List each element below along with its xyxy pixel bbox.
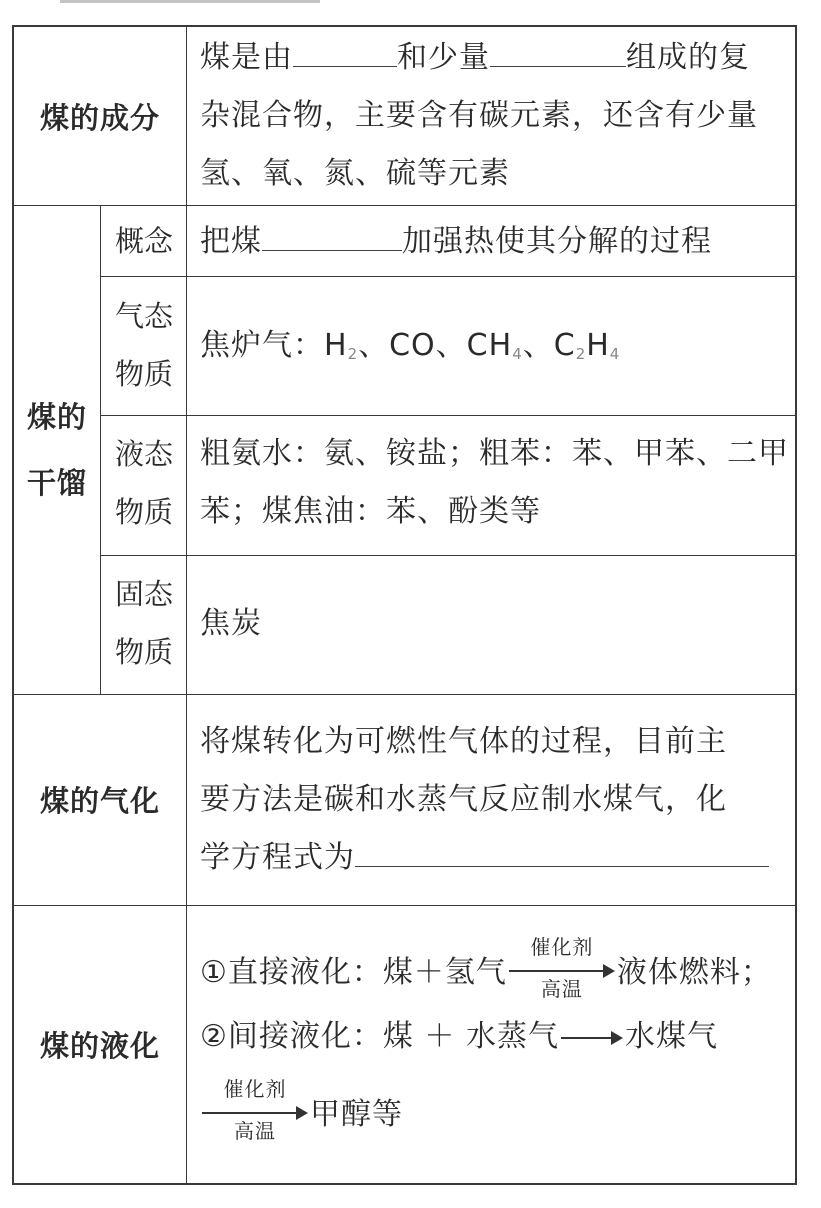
- label-liquid-line2: 物质: [114, 495, 173, 529]
- blank-main-component[interactable]: [293, 32, 397, 67]
- liquid-content: [188, 425, 795, 545]
- direct-liquefaction-prefix: ①直接液化：煤＋氢气: [200, 955, 507, 990]
- header-liquefaction: 煤的液化: [39, 1028, 160, 1063]
- header-gasification: 煤的气化: [39, 784, 160, 818]
- gasification-content: [188, 713, 795, 893]
- concept-text-after: 加强热使其分解的过程: [402, 224, 712, 259]
- arrow-shaft: [202, 1112, 300, 1114]
- gas-formula-sub: 2: [575, 345, 587, 363]
- composition-text-2: 和少量: [397, 40, 490, 75]
- arrow-condition-bottom: 高温: [234, 1119, 276, 1143]
- label-liquid: [102, 425, 186, 545]
- plain-arrow: [559, 1023, 625, 1053]
- liquid-line1: 粗氨水：氨、铵盐；粗苯：苯、甲苯、二甲: [200, 436, 789, 471]
- blank-equation[interactable]: [355, 832, 769, 867]
- arrow-shaft: [561, 1037, 615, 1039]
- column-divider: [186, 27, 187, 1183]
- arrow-head-icon: [603, 964, 615, 978]
- row-divider: [100, 415, 795, 416]
- gas-content: [188, 317, 795, 377]
- header-dry-distillation: [14, 205, 100, 694]
- arrow-condition-bottom: 高温: [540, 977, 583, 1001]
- gas-formula-sub: 4: [512, 345, 523, 363]
- arrow-condition-top: 催化剂: [223, 1077, 287, 1101]
- composition-text-5: 氢、氧、氮、硫等元素: [200, 156, 510, 191]
- gas-formula-sub: 4: [609, 345, 621, 363]
- composition-text-3: 组成的复: [626, 40, 750, 75]
- composition-content: [188, 29, 795, 205]
- reaction-arrow: [200, 1077, 310, 1143]
- label-gaseous: [102, 287, 186, 407]
- label-solid-line1: 固态: [114, 577, 173, 611]
- blank-condition[interactable]: [262, 216, 402, 251]
- gas-formula-text: 、CO、CH: [358, 328, 513, 363]
- label-gaseous-line2: 物质: [114, 357, 173, 391]
- reaction-arrow: [507, 935, 617, 1001]
- gasification-line3: 学方程式为: [200, 840, 355, 875]
- gas-formula-sub: 2: [347, 345, 359, 363]
- gasification-line1: 将煤转化为可燃性气体的过程，目前主: [200, 724, 727, 759]
- coal-utilization-table: [12, 25, 797, 1185]
- label-gaseous-line1: 气态: [114, 299, 173, 333]
- indirect-liquefaction-prefix: ②间接液化：煤 ＋ 水蒸气: [200, 1019, 559, 1054]
- final-product: 甲醇等: [310, 1097, 403, 1132]
- concept-content: [188, 207, 795, 276]
- gas-formula-text: H: [586, 328, 610, 363]
- solid-content: 焦炭: [200, 606, 262, 641]
- concept-text-before: 把煤: [200, 224, 262, 259]
- direct-liquefaction-suffix: 液体燃料；: [616, 955, 772, 990]
- indirect-liquefaction-suffix: 水煤气: [624, 1019, 718, 1054]
- cropped-header-remnant: [60, 0, 320, 3]
- arrow-head-icon: [611, 1031, 623, 1045]
- label-solid: [102, 565, 186, 685]
- composition-text-4: 杂混合物，主要含有碳元素，还含有少量: [200, 98, 758, 133]
- header-dry-distillation-line1: 煤的: [26, 399, 87, 434]
- label-liquid-line1: 液态: [114, 437, 173, 471]
- arrow-head-icon: [296, 1106, 308, 1120]
- gas-formula-text: 、C: [522, 328, 576, 363]
- gas-prefix: 焦炉气：: [200, 328, 324, 363]
- label-solid-line2: 物质: [114, 635, 173, 669]
- label-concept: 概念: [114, 224, 173, 258]
- arrow-shaft: [509, 970, 607, 972]
- liquid-line2: 苯；煤焦油：苯、酚类等: [200, 494, 541, 529]
- gasification-line2: 要方法是碳和水蒸气反应制水煤气，化: [200, 782, 727, 817]
- arrow-condition-top: 催化剂: [530, 935, 594, 959]
- header-dry-distillation-line2: 干馏: [26, 465, 87, 500]
- gas-formula-h: H: [324, 328, 348, 363]
- row-divider: [14, 205, 795, 206]
- row-divider: [100, 276, 795, 277]
- column-divider: [100, 205, 101, 694]
- blank-minor-component[interactable]: [490, 32, 626, 67]
- composition-text-1: 煤是由: [200, 40, 293, 75]
- row-divider: [100, 555, 795, 556]
- liquefaction-content: [188, 935, 795, 1171]
- header-composition: 煤的成分: [39, 100, 160, 135]
